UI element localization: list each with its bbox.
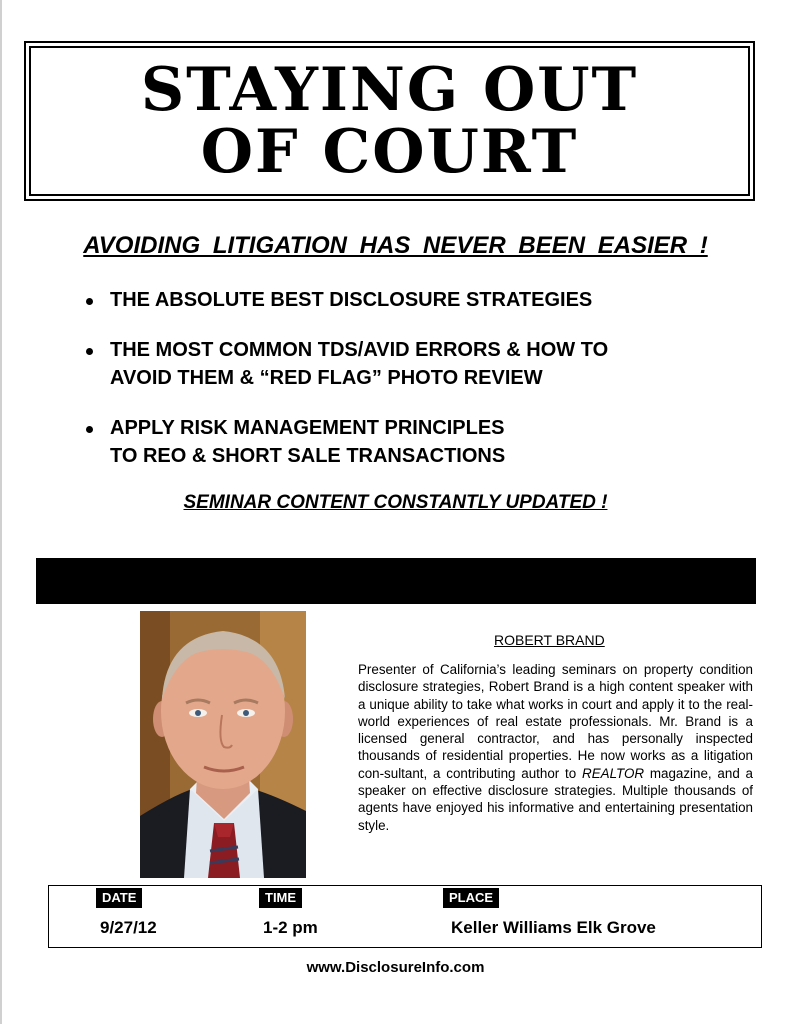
- speaker-name: ROBERT BRAND: [494, 632, 605, 648]
- time-label: TIME: [259, 888, 302, 908]
- title-box: [24, 41, 755, 201]
- event-info-box: [48, 885, 762, 948]
- title-line-1: STAYING OUT: [140, 55, 639, 125]
- website-url: www.DisclosureInfo.com: [306, 959, 485, 976]
- bullet-item: [80, 286, 720, 314]
- bullet-item: [80, 414, 720, 470]
- date-value: 9/27/12: [100, 918, 157, 937]
- bullet-text-line: AVOID THEM & “RED FLAG” PHOTO REVIEW: [110, 367, 543, 389]
- bio-text: Presenter of California’s leading seminars on property condition disclosure strategies, Robert Brand is a high content speaker with a unique ability to take what works in court and apply it to the real-world experiences of real estate professionals. Mr. Brand is a licensed general contractor, and has personally inspected thousands of residential properties. He now works as a litigation con-sultant, a contributing author to: [358, 662, 753, 781]
- bullet-text-line: THE MOST COMMON TDS/AVID ERRORS & HOW TO: [110, 339, 609, 361]
- speaker-photo: [140, 611, 306, 878]
- bullet-text-line: APPLY RISK MANAGEMENT PRINCIPLES: [110, 417, 505, 439]
- title-line-2: OF COURT: [200, 117, 579, 187]
- bullet-text-line: TO REO & SHORT SALE TRANSACTIONS: [110, 445, 506, 467]
- bullet-text-line: THE ABSOLUTE BEST DISCLOSURE STRATEGIES: [110, 289, 593, 311]
- time-value: 1-2 pm: [263, 918, 318, 937]
- bullet-dot-icon: [86, 348, 93, 355]
- speaker-bio: [358, 661, 753, 834]
- place-label: PLACE: [443, 888, 499, 908]
- bullet-dot-icon: [86, 298, 93, 305]
- title-inner: [29, 46, 750, 196]
- date-label: DATE: [96, 888, 142, 908]
- seminar-note: SEMINAR CONTENT CONSTANTLY UPDATED !: [183, 492, 608, 513]
- bio-text-end: magazine, and a speaker on effective disclosure strategies. Multiple thousands of agents have enjoyed his informative and entertaining presentation style.: [358, 765, 754, 833]
- black-divider-bar: [36, 558, 756, 604]
- bullet-dot-icon: [86, 426, 93, 433]
- bio-magazine-name: REALTOR: [582, 765, 645, 781]
- place-value: Keller Williams Elk Grove: [451, 918, 656, 937]
- bullet-list: [80, 286, 720, 492]
- tagline: AVOIDING LITIGATION HAS NEVER BEEN EASIER !: [83, 232, 708, 259]
- bullet-item: [80, 336, 720, 392]
